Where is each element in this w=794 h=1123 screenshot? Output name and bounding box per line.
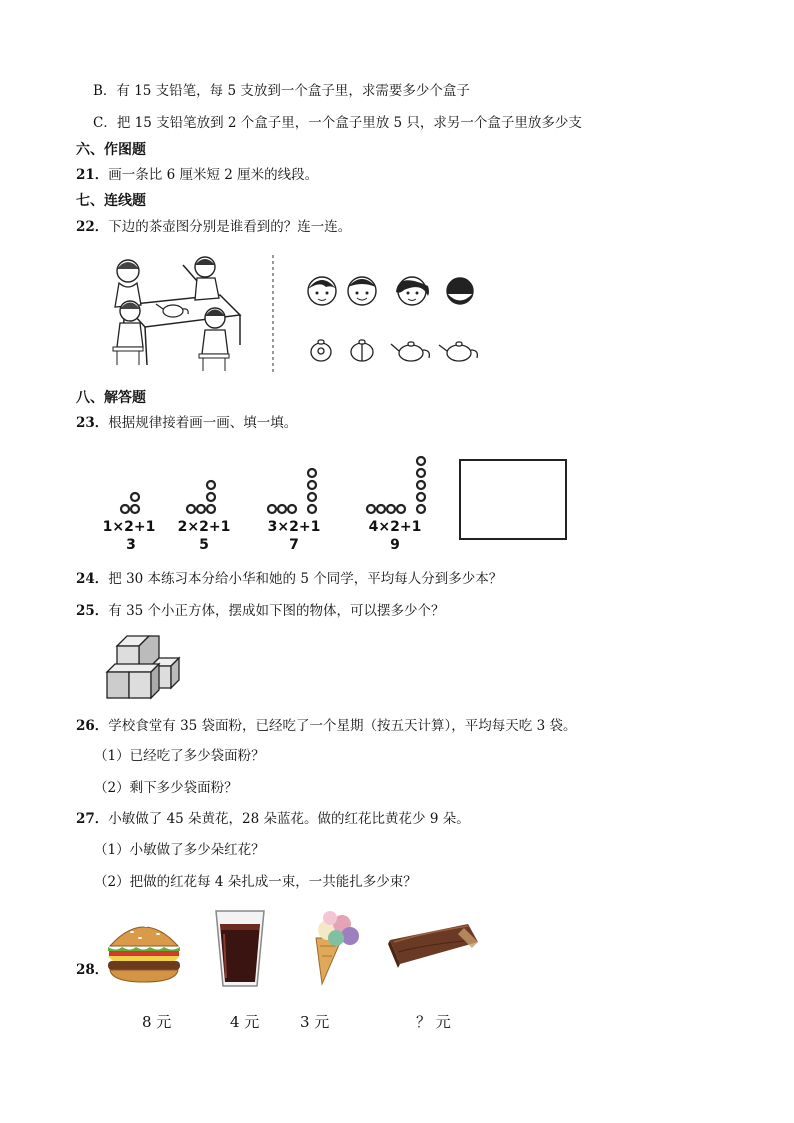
price-chocolate: ？ 元 xyxy=(416,1013,451,1031)
q21-text: 画一条比 6 厘米短 2 厘米的线段。 xyxy=(108,167,319,183)
q24-text: 把 30 本练习本分给小华和她的 5 个同学，平均每人分到多少本？ xyxy=(108,571,503,587)
section-6-heading: 六、作图题 xyxy=(76,142,146,158)
q20-option-b: B．有 15 支铅笔，每 5 支放到一个盒子里，求需要多少个盒子 xyxy=(93,83,470,99)
hamburger-image xyxy=(104,914,184,984)
price-ice-cream: 3 元 xyxy=(300,1013,330,1031)
q23 xyxy=(76,413,297,433)
q26 xyxy=(76,716,576,736)
teapot-views xyxy=(303,337,483,365)
q22-number: 22． xyxy=(76,219,109,235)
q27-text: 小敏做了 45 朵黄花，28 朵蓝花。做的红花比黄花少 9 朵。 xyxy=(108,811,470,827)
q21-number: 21． xyxy=(76,167,109,183)
q25-number: 25． xyxy=(76,603,109,619)
head-views xyxy=(300,272,485,310)
circle-pattern-figure xyxy=(95,452,455,552)
q22 xyxy=(76,217,351,237)
answer-box xyxy=(459,459,567,540)
q23-text: 根据规律接着画一画、填一填。 xyxy=(108,415,298,431)
pattern-result-2: 5 xyxy=(199,537,209,552)
pattern-result-3: 7 xyxy=(289,537,299,552)
dotted-divider xyxy=(270,255,276,375)
section-7-heading: 七、连线题 xyxy=(76,193,146,209)
q26-part-1: （1）已经吃了多少袋面粉？ xyxy=(94,748,265,764)
pattern-expression-1: 1×2+1 xyxy=(102,519,156,535)
price-cola: 4 元 xyxy=(230,1013,260,1031)
cola-image xyxy=(212,908,268,990)
q22-text: 下边的茶壶图分别是谁看到的？连一连。 xyxy=(108,219,352,235)
q26-part-2: （2）剩下多少袋面粉？ xyxy=(94,780,238,796)
q24-number: 24． xyxy=(76,571,109,587)
q21 xyxy=(76,165,318,185)
q28-number: 28． xyxy=(76,962,109,978)
q27-part-2: （2）把做的红花每 4 朵扎成一束，一共能扎多少束？ xyxy=(94,874,417,890)
children-at-table-image xyxy=(95,253,245,375)
q27 xyxy=(76,809,470,829)
price-hamburger: 8 元 xyxy=(142,1013,172,1031)
pattern-expression-3: 3×2+1 xyxy=(267,519,321,535)
q26-text: 学校食堂有 35 袋面粉，已经吃了一个星期（按五天计算），平均每天吃 3 袋。 xyxy=(108,718,577,734)
q27-number: 27． xyxy=(76,811,109,827)
pattern-expression-4: 4×2+1 xyxy=(368,519,422,535)
section-8-heading: 八、解答题 xyxy=(76,390,146,406)
q24 xyxy=(76,569,502,589)
chocolate-bar-image xyxy=(386,920,480,970)
q25 xyxy=(76,601,445,621)
cube-stack-image xyxy=(103,632,181,702)
pattern-result-4: 9 xyxy=(390,537,400,552)
q27-part-1: （1）小敏做了多少朵红花？ xyxy=(94,842,265,858)
q20-option-c: C．把 15 支铅笔放到 2 个盒子里，一个盒子里放 5 只，求另一个盒子里放多少支 xyxy=(93,115,582,131)
q26-number: 26． xyxy=(76,718,109,734)
pattern-result-1: 3 xyxy=(126,537,136,552)
q23-number: 23． xyxy=(76,415,109,431)
pattern-expression-2: 2×2+1 xyxy=(177,519,231,535)
q25-text: 有 35 个小正方体，摆成如下图的物体，可以摆多少个？ xyxy=(108,603,445,619)
ice-cream-image xyxy=(308,910,364,986)
